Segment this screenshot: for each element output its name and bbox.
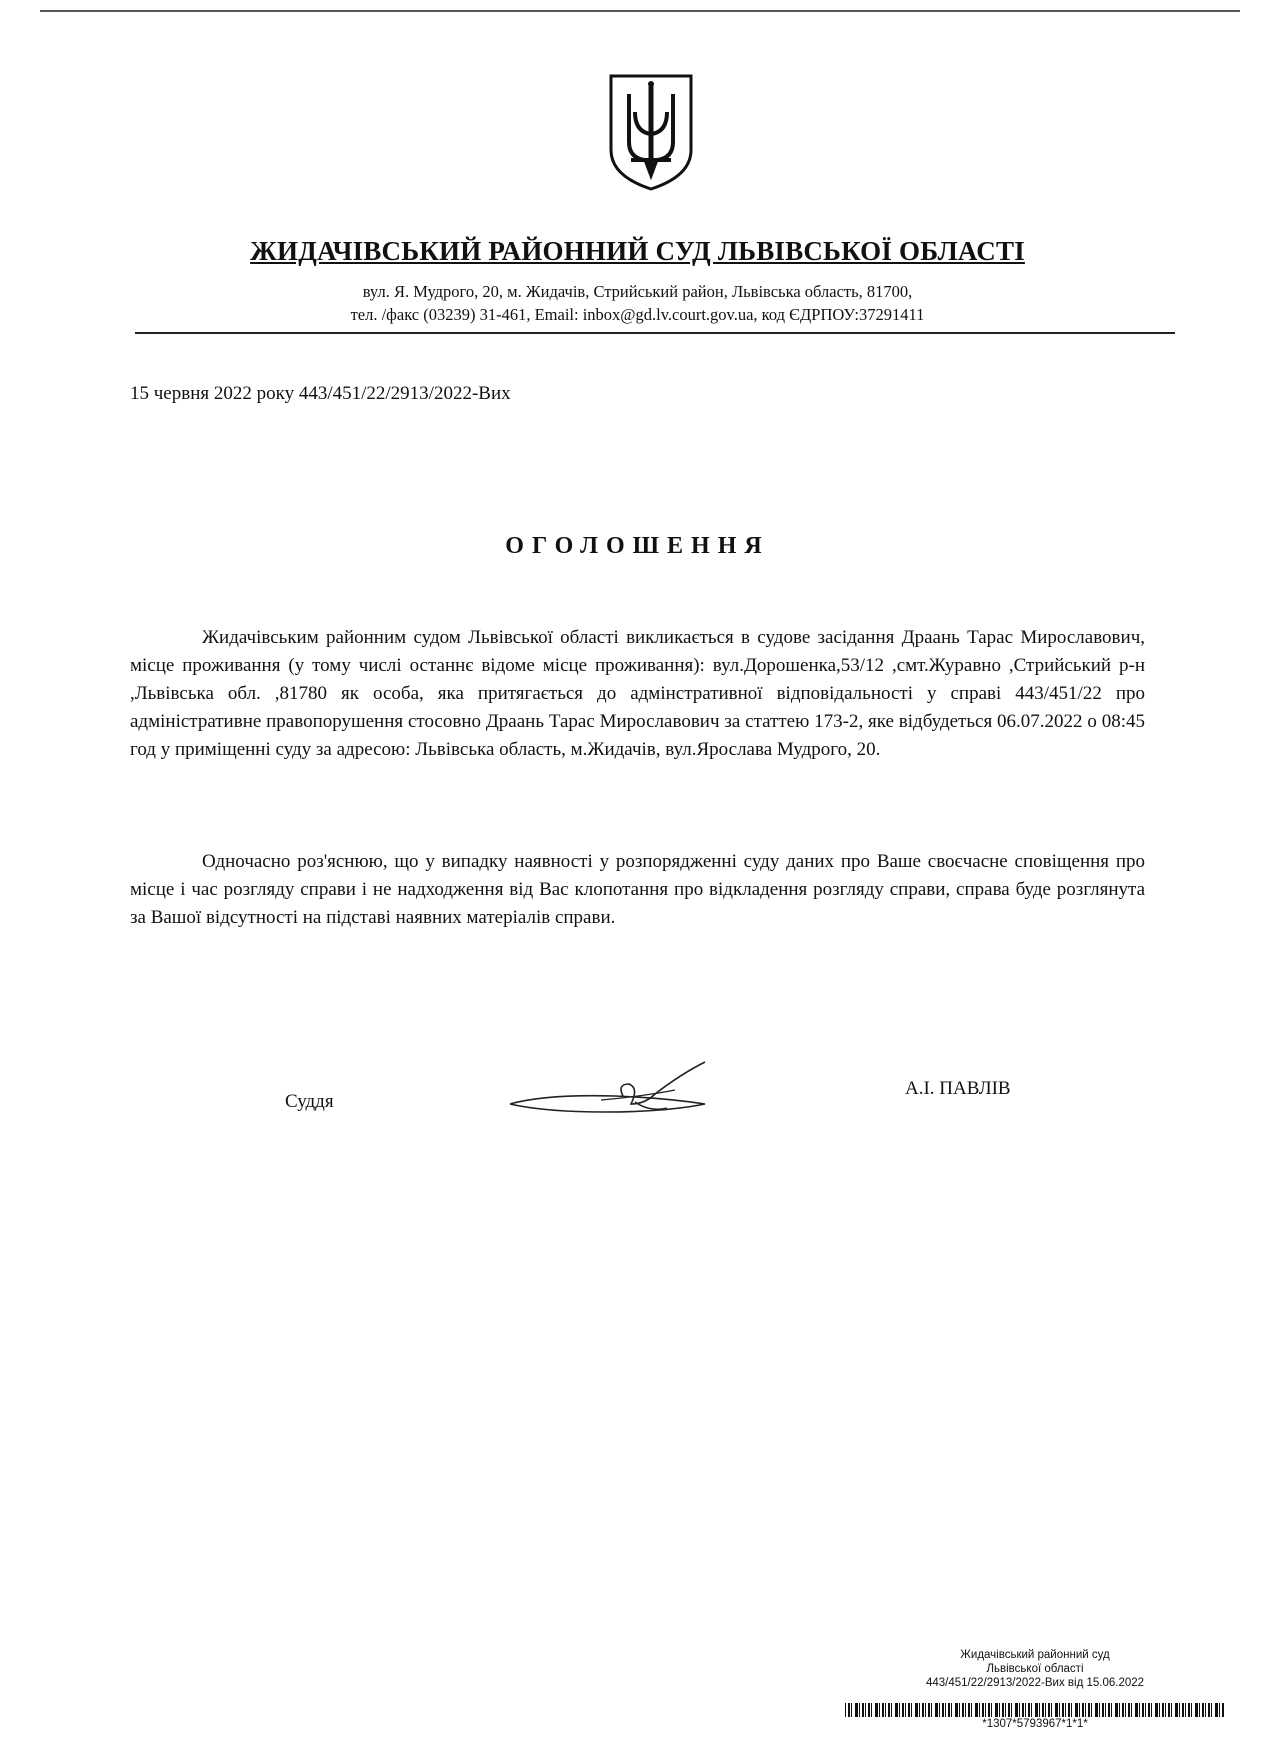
judge-name: А.І. ПАВЛІВ bbox=[905, 1078, 1011, 1099]
barcode bbox=[845, 1703, 1225, 1717]
court-address-line: вул. Я. Мудрого, 20, м. Жидачів, Стрийський район, Львівська область, 81700, bbox=[362, 282, 913, 301]
stamp-court-line: Жидачівський районний суд bbox=[960, 1649, 1110, 1661]
barcode-text: *1307*5793967*1*1* bbox=[982, 1718, 1088, 1730]
announcement-paragraph: Жидачівським районним судом Львівської області викликається в судове засідання Драань Тарас Мирославович, місце проживання (у тому числі останнє відоме місце проживання): вул.Дорошенка,53/12 ,смт.Журавно ,Стрийський р-н ,Львівська обл. ,81780 як особа, яка притягається до адмінстративної відповідальності у справі 443/451/22 про адміністративне правопорушення стосовно Драань Тарас Мирославович за статтею 173-2, яке відбудеться 06.07.2022 о 08:45 год у приміщенні суду за адресою: Львівська область, м.Жидачів, вул.Ярослава Мудрого, 20. bbox=[130, 627, 1145, 760]
explanation-paragraph: Одночасно роз'яснюю, що у випадку наявності у розпорядженні суду даних про Ваше своєчасне сповіщення про місце і час розгляду справи і не надходження від Вас клопотання про відкладення розгляду справи, справа буде розглянута за Вашої відсутності на підставі наявних матеріалів справи. bbox=[130, 851, 1145, 928]
header-divider bbox=[135, 332, 1175, 334]
court-contacts-line: тел. /факс (03239) 31-461, Email: inbox@gd.lv.court.gov.ua, код ЄДРПОУ:37291411 bbox=[350, 305, 925, 324]
scan-edge-line bbox=[40, 10, 1240, 12]
document-date-reference: 15 червня 2022 року 443/451/22/2913/2022-Вих bbox=[130, 383, 511, 404]
handwritten-signature bbox=[505, 1060, 720, 1120]
coat-of-arms-icon bbox=[605, 72, 697, 192]
court-contact-block bbox=[0, 280, 1275, 326]
document-title: ОГОЛОШЕННЯ bbox=[505, 533, 770, 559]
registration-stamp bbox=[840, 1648, 1230, 1690]
stamp-reference-line: 443/451/22/2913/2022-Вих від 15.06.2022 bbox=[925, 1677, 1145, 1689]
stamp-region-line: Львівської області bbox=[986, 1663, 1084, 1675]
court-name-heading: ЖИДАЧІВСЬКИЙ РАЙОННИЙ СУД ЛЬВІВСЬКОЇ ОБЛАСТІ bbox=[250, 236, 1025, 266]
judge-label: Суддя bbox=[285, 1091, 334, 1112]
